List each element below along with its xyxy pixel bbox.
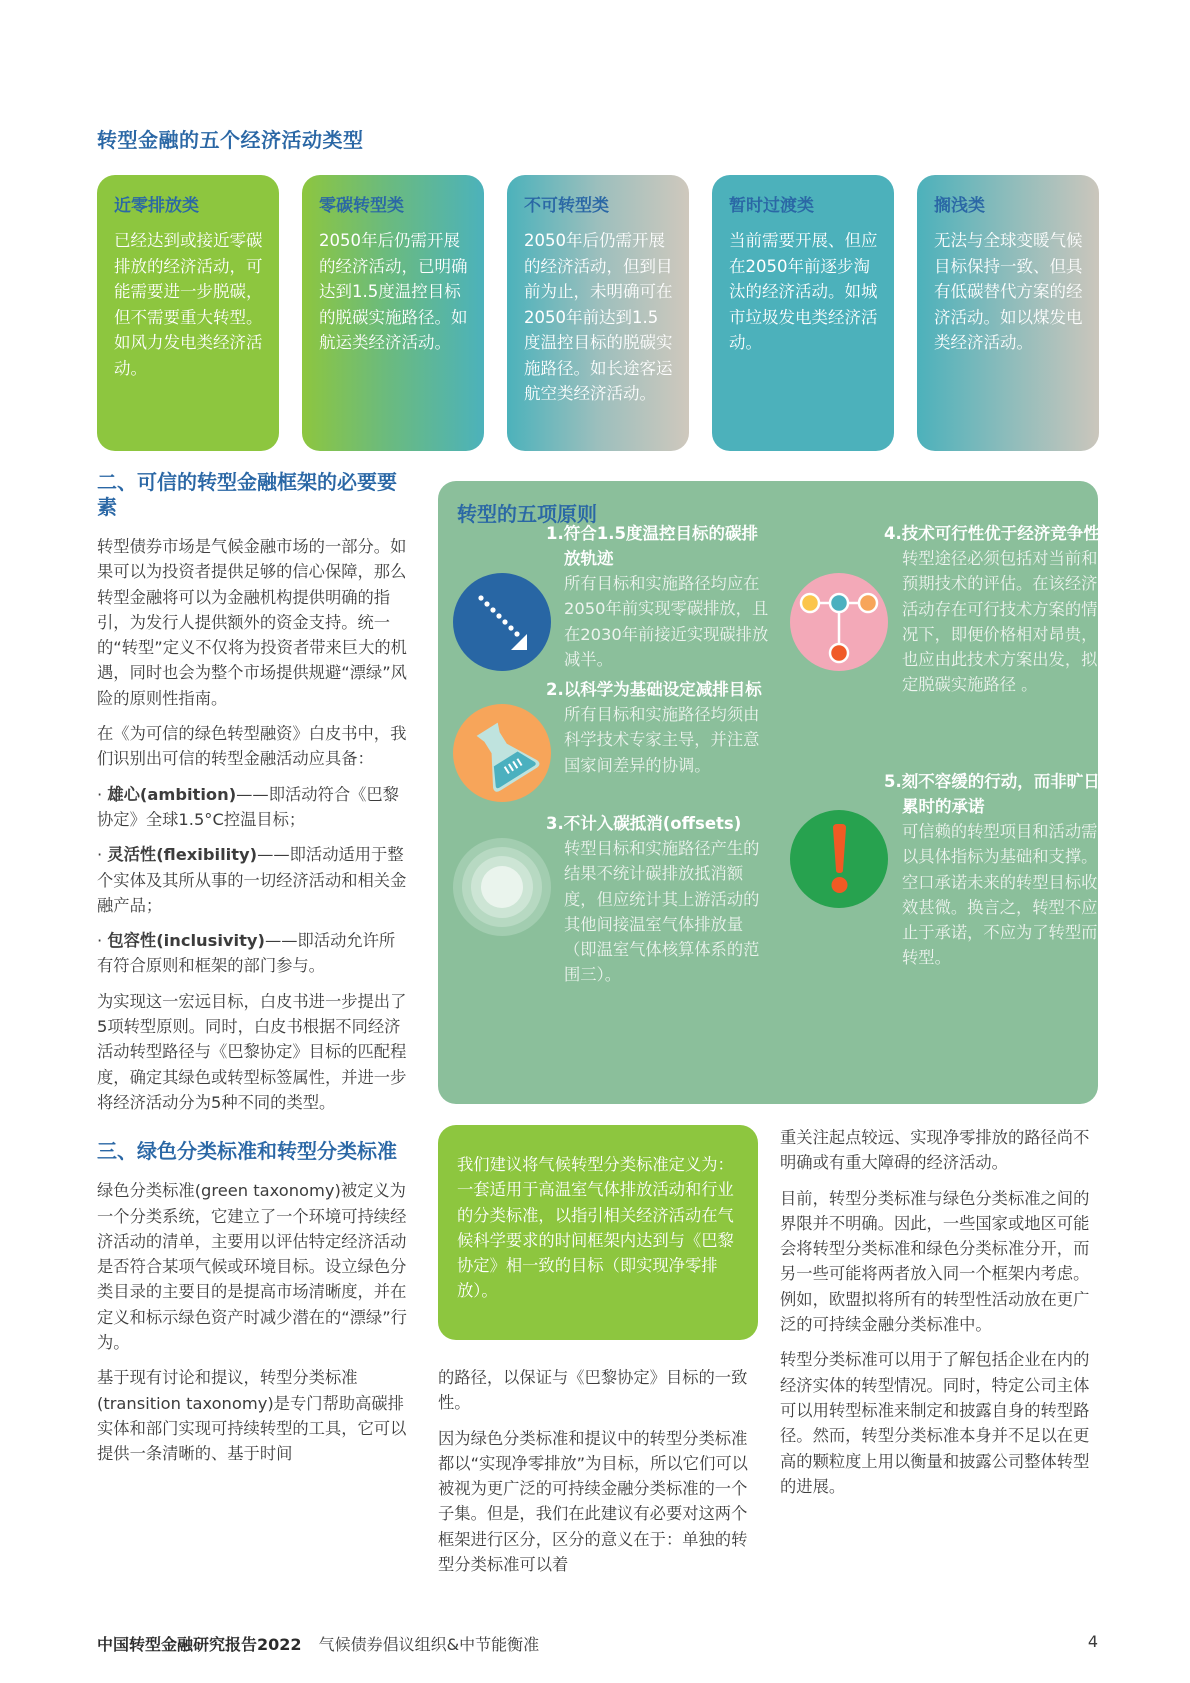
activity-card-stranded [917, 175, 1099, 451]
node-tree-icon [790, 573, 888, 671]
bullet-text: ——即活动适用于整个实体及其所从事的一切经济活动和相关金融产品； [97, 845, 407, 915]
right-paragraph-1: 重关注起点较远、实现净零排放的路径尚不明确或有重大障碍的经济活动。 [780, 1128, 1090, 1173]
principle-body: 转型目标和实施路径产生的结果不统计碳排放抵消额度，但应统计其上游活动的其他间接温室气体排放量（即温室气体核算体系的范围三）。 [564, 839, 760, 985]
card-body: 当前需要开展、但应在2050年前逐步淘汰的经济活动。如城市垃圾发电类经济活动。 [729, 231, 878, 352]
concentric-circles-icon [453, 838, 551, 936]
principle-body: 可信赖的转型项目和活动需以具体指标为基础和支撑。空口承诺未来的转型目标收效甚微。换言之，转型不应止于承诺，不应为了转型而转型。 [902, 822, 1098, 968]
right-paragraph-2: 目前，转型分类标准与绿色分类标准之间的界限并不明确。因此，一些国家或地区可能会将转型分类标准和绿色分类标准分开，而另一些可能将两者放入同一个框架内考虑。例如，欧盟拟将所有的转型性活动放在更广泛的可持续金融分类标准中。 [780, 1188, 1090, 1335]
activity-card-zero-carbon-transition [302, 175, 484, 451]
principles-title: 转型的五项原则 [457, 502, 597, 526]
bullet-inclusivity: · 包容性(inclusivity)——即活动允许所有符合原则和框架的部门参与。 [97, 931, 396, 976]
section3-paragraph-2: 基于现有讨论和提议，转型分类标准(transition taxonomy)是专门帮助高碳排实体和部门实现可持续转型的工具，它可以提供一条清晰的、基于时间 [97, 1368, 407, 1464]
recommendation-callout: 我们建议将气候转型分类标准定义为：一套适用于高温室气体排放活动和行业的分类标准，以指引相关经济活动在气候科学要求的时间框架内达到与《巴黎协定》相一致的目标（即实现净零排放）。 [438, 1125, 758, 1340]
principle-body: 转型途径必须包括对当前和预期技术的评估。在该经济活动存在可行技术方案的情况下，即便价格相对昂贵，也应由此技术方案出发，拟定脱碳实施路径 。 [902, 549, 1098, 695]
report-title: 中国转型金融研究报告2022 [97, 1635, 302, 1654]
bullet-text: ——即活动符合《巴黎协定》全球1.5°C控温目标； [97, 784, 399, 829]
page-number: 4 [1087, 1632, 1098, 1651]
card-title: 不可转型类 [524, 196, 609, 216]
card-body: 无法与全球变暖气候目标保持一致、但具有低碳替代方案的经济活动。如以煤发电类经济活动。 [934, 231, 1083, 352]
section3-paragraph-1: 绿色分类标准(green taxonomy)被定义为一个分类系统，它建立了一个环境可持续经济活动的清单，主要用以评估特定经济活动是否符合某项气候或环境目标。设立绿色分类目录的主要目的是提高市场清晰度，并在定义和标示绿色资产时减少潜在的“漂绿”行为。 [97, 1181, 407, 1353]
card-title: 零碳转型类 [319, 196, 404, 216]
right-paragraph-3: 转型分类标准可以用于了解包括企业在内的经济实体的转型情况。同时，特定公司主体可以用转型标准来制定和披露自身的转型路径。然而，转型分类标准本身并不足以在更高的颗粒度上用以衡量和披露公司整体转型的进展。 [780, 1350, 1090, 1496]
section2-paragraph-1: 转型债券市场是气候金融市场的一部分。如果可以为投资者提供足够的信心保障，那么转型金融将可以为金融机构提供明确的指引，为发行人提供额外的资金支持。统一的“转型”定义不仅将为投资者带来巨大的机遇，同时也会为整个市场提供规避“漂绿”风险的原则性指南。 [97, 537, 407, 708]
principle-heading: 3.不计入碳抵消(offsets) [546, 814, 742, 833]
principle-heading: 5.刻不容缓的行动，而非旷日累时的承诺 [884, 772, 1100, 816]
activity-types-title: 转型金融的五个经济活动类型 [97, 128, 364, 152]
card-title: 近零排放类 [114, 196, 199, 216]
bullet-term: 灵活性(flexibility) [107, 845, 258, 865]
middle-paragraph-2: 因为绿色分类标准和提议中的转型分类标准都以“实现净零排放”为目标，所以它们可以被视为更广泛的可持续金融分类标准的一个子集。但是，我们在此建议有必要对这两个框架进行区分，区分的意义在于：单独的转型分类标准可以着 [438, 1428, 748, 1575]
middle-column [438, 1365, 758, 1577]
section3-heading: 三、绿色分类标准和转型分类标准 [97, 1139, 397, 1164]
bullet-term: 雄心(ambition) [107, 784, 237, 804]
principle-body: 所有目标和实施路径均应在2050年前实现零碳排放，且在2030年前接近实现碳排放减半。 [564, 574, 769, 669]
bullet-text: ——即活动允许所有符合原则和框架的部门参与。 [97, 931, 396, 976]
card-body: 2050年后仍需开展的经济活动，已明确达到1.5度温控目标的脱碳实施路径。如航运类经济活动。 [319, 231, 468, 352]
section2-heading: 二、可信的转型金融框架的必要要素 [97, 470, 397, 519]
activity-card-interim-transition [712, 175, 894, 451]
principle-body: 所有目标和实施路径均须由科学技术专家主导，并注意国家间差异的协调。 [564, 705, 760, 775]
activity-card-near-zero [97, 175, 279, 451]
activity-type-cards [97, 175, 1097, 451]
flask-icon [453, 704, 551, 802]
principle-heading: 1.符合1.5度温控目标的碳排放轨迹 [546, 524, 758, 568]
left-column [97, 470, 409, 1467]
section2-paragraph-3: 为实现这一宏远目标，白皮书进一步提出了5项转型原则。同时，白皮书根据不同经济活动转型路径与《巴黎协定》目标的匹配程度，确定其绿色或转型标签属性，并进一步将经济活动分为5种不同的类型。 [97, 991, 407, 1112]
bullet-term: 包容性(inclusivity) [107, 931, 265, 951]
right-column [780, 1125, 1098, 1499]
card-title: 搁浅类 [934, 196, 985, 216]
principle-2 [546, 677, 771, 778]
principle-3 [546, 811, 771, 988]
section2-paragraph-2: 在《为可信的绿色转型融资》白皮书中，我们识别出可信的转型金融活动应具备： [97, 724, 407, 769]
bullet-ambition: · 雄心(ambition)——即活动符合《巴黎协定》全球1.5°C控温目标； [97, 784, 399, 829]
five-principles-box [438, 481, 1098, 1104]
footer-organizations: 气候债券倡议组织&中节能衡准 [318, 1635, 540, 1654]
page-footer [97, 1632, 1098, 1655]
exclamation-icon [790, 810, 888, 908]
principle-heading: 2.以科学为基础设定减排目标 [546, 680, 762, 699]
bullet-flexibility: · 灵活性(flexibility)——即活动适用于整个实体及其所从事的一切经济活动和相关金融产品； [97, 845, 407, 915]
principle-5 [884, 769, 1109, 971]
card-body: 已经达到或接近零碳排放的经济活动，可能需要进一步脱碳，但不需要重大转型。如风力发电类经济活动。 [114, 231, 263, 378]
card-title: 暂时过渡类 [729, 196, 814, 216]
principle-1 [546, 521, 771, 672]
card-body: 2050年后仍需开展的经济活动，但到目前为止，未明确可在2050年前达到1.5度温控目标的脱碳实施路径。如长途客运航空类经济活动。 [524, 231, 673, 403]
downward-trend-arrow-icon [453, 573, 551, 671]
principle-4 [884, 521, 1109, 698]
principle-heading: 4.技术可行性优于经济竞争性 [884, 524, 1100, 543]
activity-card-non-transitionable [507, 175, 689, 451]
middle-paragraph-1: 的路径，以保证与《巴黎协定》目标的一致性。 [438, 1368, 748, 1413]
